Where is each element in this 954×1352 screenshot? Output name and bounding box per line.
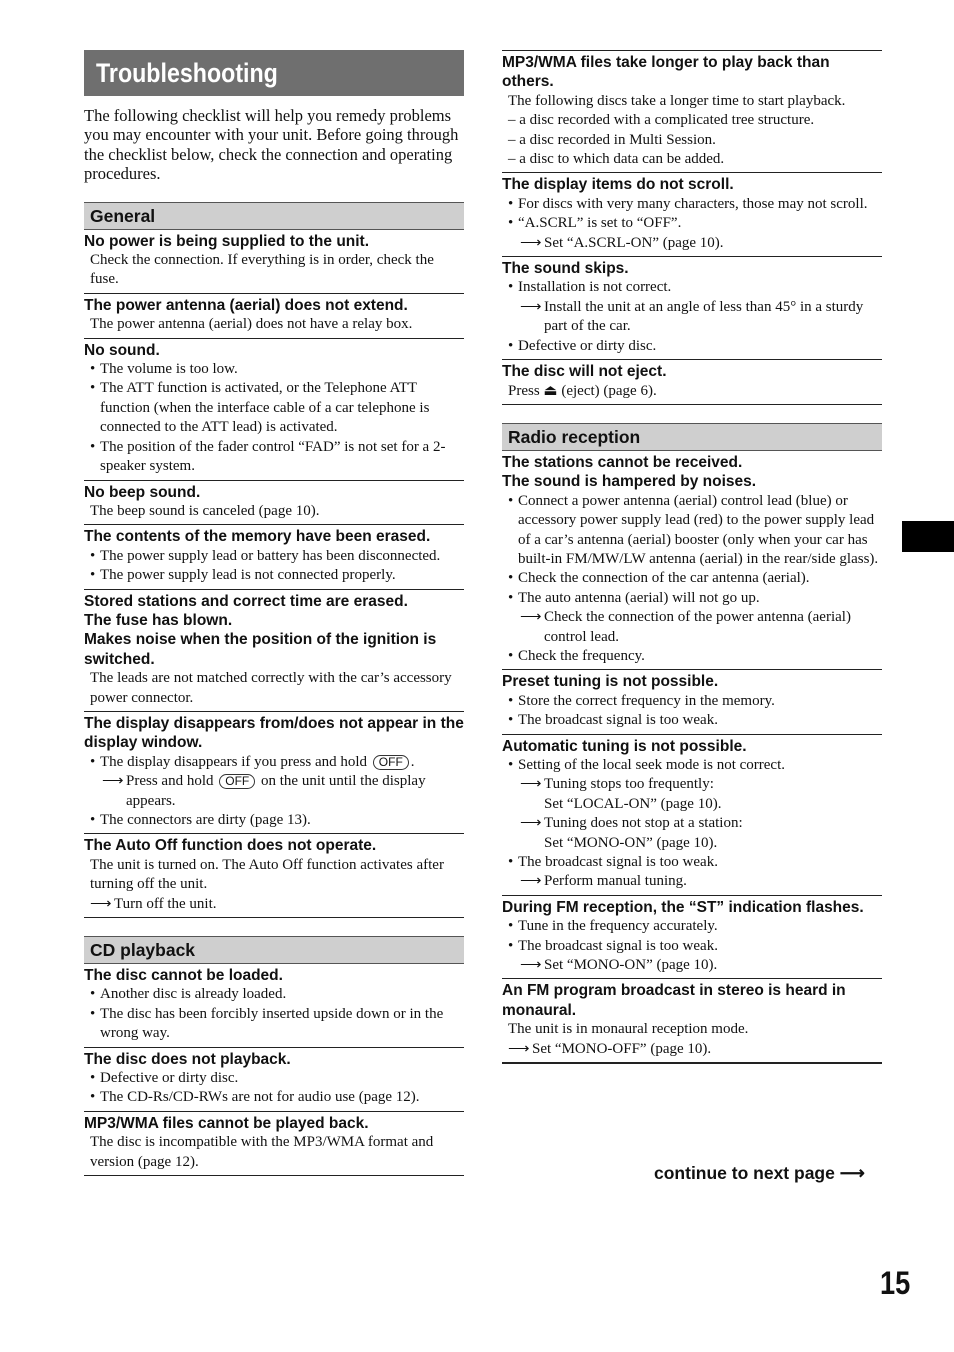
entry-memory-erased bbox=[84, 525, 464, 589]
entry-mp3-slow bbox=[502, 50, 882, 173]
arrow-right-icon: ⟶ bbox=[102, 773, 124, 790]
entry-title: Automatic tuning is not possible. bbox=[502, 737, 747, 755]
bullet-item: • The display disappears if you press and hold OFF . bbox=[90, 753, 415, 770]
arrow-right-icon: ⟶ bbox=[520, 815, 542, 832]
right-column bbox=[502, 50, 882, 1064]
entry-title: The power antenna (aerial) does not extend. bbox=[84, 296, 408, 314]
entry-title: MP3/WMA files cannot be played back. bbox=[84, 1114, 369, 1132]
arrow-item: ⟶ Perform manual tuning. bbox=[502, 872, 882, 891]
bullet-item: • Setting of the local seek mode is not correct. bbox=[508, 757, 786, 773]
bullet-item: • The power supply lead is not connected properly. bbox=[90, 567, 396, 584]
entry-no-scroll bbox=[502, 173, 882, 257]
section-radio-reception: Radio reception bbox=[502, 423, 882, 451]
entry-title: The display items do not scroll. bbox=[502, 176, 734, 194]
arrow-right-icon: ⟶ bbox=[520, 298, 542, 315]
entry-title: The fuse has blown. bbox=[84, 611, 233, 629]
entry-title: No sound. bbox=[84, 341, 160, 359]
arrow-item: ⟶ Set “MONO-OFF” (page 10). bbox=[502, 1040, 882, 1059]
entry-title: The disc does not playback. bbox=[84, 1050, 291, 1068]
entry-auto-tuning bbox=[502, 735, 882, 896]
entry-title: The disc will not eject. bbox=[502, 363, 667, 381]
bullet-item: • Connect a power antenna (aerial) control lead (blue) or accessory power supply lead (red) to the power supply lead of a car’s antenna (aerial) booster (only when your car has built-in FM/MW/LW antenna (aerial) in the rear/side glass). bbox=[508, 492, 879, 567]
entry-text: The beep sound is canceled (page 10). bbox=[90, 502, 320, 519]
arrow-right-icon: ⟶ bbox=[520, 873, 542, 890]
bullet-item: • Tune in the frequency accurately. bbox=[508, 918, 718, 935]
entry-sound-skips bbox=[502, 257, 882, 360]
arrow-item: ⟶ Tuning does not stop at a station: Set “MONO-ON” (page 10). bbox=[520, 815, 743, 851]
entry-stations-erased bbox=[84, 590, 464, 712]
entry-stations-not-received bbox=[502, 451, 882, 670]
bullet-item: • The volume is too low. bbox=[90, 361, 238, 378]
bullet-item: • Check the connection of the car antenna (aerial). bbox=[508, 570, 810, 587]
bullet-item: • Defective or dirty disc. bbox=[90, 1070, 239, 1087]
entry-title: Preset tuning is not possible. bbox=[502, 673, 719, 691]
entry-text: The unit is turned on. The Auto Off function activates after turning off the unit. bbox=[90, 856, 444, 893]
bullet-item: • Installation is not correct. bbox=[508, 279, 672, 296]
arrow-right-icon: ⟶ bbox=[520, 957, 542, 974]
entry-text: The unit is in monaural reception mode. bbox=[508, 1021, 749, 1038]
entry-title: The disc cannot be loaded. bbox=[84, 967, 283, 985]
left-column bbox=[84, 50, 464, 1176]
section-cd-playback: CD playback bbox=[84, 936, 464, 964]
entry-title: The display disappears from/does not appear in the display window. bbox=[84, 714, 464, 752]
off-button-icon: OFF bbox=[373, 755, 409, 770]
arrow-item: ⟶ Turn off the unit. bbox=[84, 895, 464, 914]
entry-text: The disc is incompatible with the MP3/WMA format and version (page 12). bbox=[90, 1134, 434, 1170]
entry-no-sound bbox=[84, 339, 464, 481]
entry-title: An FM program broadcast in stereo is heard in monaural. bbox=[502, 982, 846, 1019]
entry-monaural bbox=[502, 979, 882, 1064]
entry-mp3-cannot-play bbox=[84, 1112, 464, 1176]
arrow-right-icon: ⟶ bbox=[520, 609, 542, 626]
entry-text: The following discs take a longer time to start playback. bbox=[508, 92, 846, 109]
arrow-item: ⟶ Check the connection of the power antenna (aerial) control lead. bbox=[520, 609, 851, 645]
entry-text: The power antenna (aerial) does not have a relay box. bbox=[90, 316, 413, 333]
page-number: 15 bbox=[880, 1265, 911, 1301]
arrow-item: ⟶ Set “MONO-ON” (page 10). bbox=[502, 956, 882, 975]
entry-no-eject bbox=[502, 360, 882, 405]
entry-text: Press ⏏ (eject) (page 6). bbox=[508, 382, 657, 399]
bullet-item: • The broadcast signal is too weak. bbox=[508, 937, 718, 954]
entry-text: – a disc recorded with a complicated tree structure. bbox=[508, 112, 815, 129]
entry-auto-off bbox=[84, 834, 464, 918]
arrow-item: ⟶ Set “A.SCRL-ON” (page 10). bbox=[502, 234, 882, 253]
bullet-item: • The broadcast signal is too weak. bbox=[508, 854, 718, 871]
entry-no-power bbox=[84, 230, 464, 294]
entry-preset-tuning bbox=[502, 670, 882, 734]
section-tab-marker bbox=[902, 521, 954, 552]
arrow-item: ⟶ Install the unit at an angle of less than 45° in a sturdy part of the car. bbox=[520, 298, 864, 335]
eject-icon: ⏏ bbox=[543, 382, 558, 399]
page-title: Troubleshooting bbox=[84, 50, 464, 96]
entry-title: The sound skips. bbox=[502, 260, 629, 278]
entry-disc-no-playback bbox=[84, 1048, 464, 1112]
entry-title: No beep sound. bbox=[84, 483, 201, 501]
entry-antenna bbox=[84, 294, 464, 339]
arrow-right-icon: ⟶ bbox=[90, 895, 112, 912]
bullet-item: • The power supply lead or battery has been disconnected. bbox=[90, 547, 441, 564]
entry-st-flashes bbox=[502, 896, 882, 980]
entry-text: – a disc recorded in Multi Session. bbox=[508, 131, 716, 148]
bullet-item: • The disc has been forcibly inserted upside down or in the wrong way. bbox=[90, 1005, 444, 1042]
arrow-right-icon: ⟶ bbox=[508, 1040, 530, 1057]
entry-no-beep bbox=[84, 481, 464, 526]
arrow-item: ⟶ Press and hold OFF on the unit until the display appears. bbox=[102, 773, 426, 809]
off-button-icon: OFF bbox=[219, 774, 255, 789]
bullet-item: • The ATT function is activated, or the Telephone ATT function (when the interface cable of a car telephone is connected to the ATT lead) is activated. bbox=[90, 380, 430, 436]
entry-title: The stations cannot be received. bbox=[502, 453, 743, 471]
entry-title: MP3/WMA files take longer to play back than others. bbox=[502, 54, 830, 91]
entry-text: The leads are not matched correctly with the car’s accessory power connector. bbox=[90, 670, 452, 706]
entry-text: Check the connection. If everything is in order, check the fuse. bbox=[90, 252, 434, 288]
entry-disc-not-loaded bbox=[84, 964, 464, 1048]
arrow-item: ⟶ Tuning stops too frequently: Set “LOCAL-ON” (page 10). bbox=[520, 776, 722, 812]
bullet-item: • The CD-Rs/CD-RWs are not for audio use (page 12). bbox=[90, 1089, 420, 1106]
bullet-item: • The broadcast signal is too weak. bbox=[508, 712, 718, 729]
arrow-right-icon: ⟶ bbox=[520, 234, 542, 251]
entry-title: During FM reception, the “ST” indication flashes. bbox=[502, 898, 864, 916]
bullet-item: • Check the frequency. bbox=[508, 647, 645, 664]
intro-text: The following checklist will help you remedy problems you may encounter with your unit. Before going through the checklist below, check the connection and operating procedures. bbox=[84, 106, 459, 184]
entry-display-disappears bbox=[84, 712, 464, 834]
bullet-item: • The auto antenna (aerial) will not go up. bbox=[508, 589, 760, 606]
entry-title: No power is being supplied to the unit. bbox=[84, 232, 370, 250]
entry-title: Stored stations and correct time are erased. bbox=[84, 592, 408, 610]
bullet-item: • Another disc is already loaded. bbox=[90, 986, 287, 1003]
entry-title: The sound is hampered by noises. bbox=[502, 473, 757, 491]
arrow-right-icon: ⟶ bbox=[520, 776, 542, 793]
bullet-item: • “A.SCRL” is set to “OFF”. bbox=[508, 215, 682, 232]
bullet-item: • The connectors are dirty (page 13). bbox=[90, 812, 311, 828]
continue-next-page: continue to next page ⟶ bbox=[654, 1163, 865, 1183]
entry-text: – a disc to which data can be added. bbox=[508, 151, 725, 168]
arrow-right-icon: ⟶ bbox=[839, 1163, 865, 1183]
entry-title: The Auto Off function does not operate. bbox=[84, 837, 377, 855]
bullet-item: • Store the correct frequency in the memory. bbox=[508, 692, 775, 709]
section-general: General bbox=[84, 202, 464, 230]
entry-title: The contents of the memory have been erased. bbox=[84, 528, 431, 546]
bullet-item: • Defective or dirty disc. bbox=[508, 337, 657, 354]
entry-title: Makes noise when the position of the ignition is switched. bbox=[84, 631, 437, 668]
bullet-item: • The position of the fader control “FAD” is not set for a 2-speaker system. bbox=[90, 438, 446, 475]
bullet-item: • For discs with very many characters, those may not scroll. bbox=[508, 195, 868, 212]
